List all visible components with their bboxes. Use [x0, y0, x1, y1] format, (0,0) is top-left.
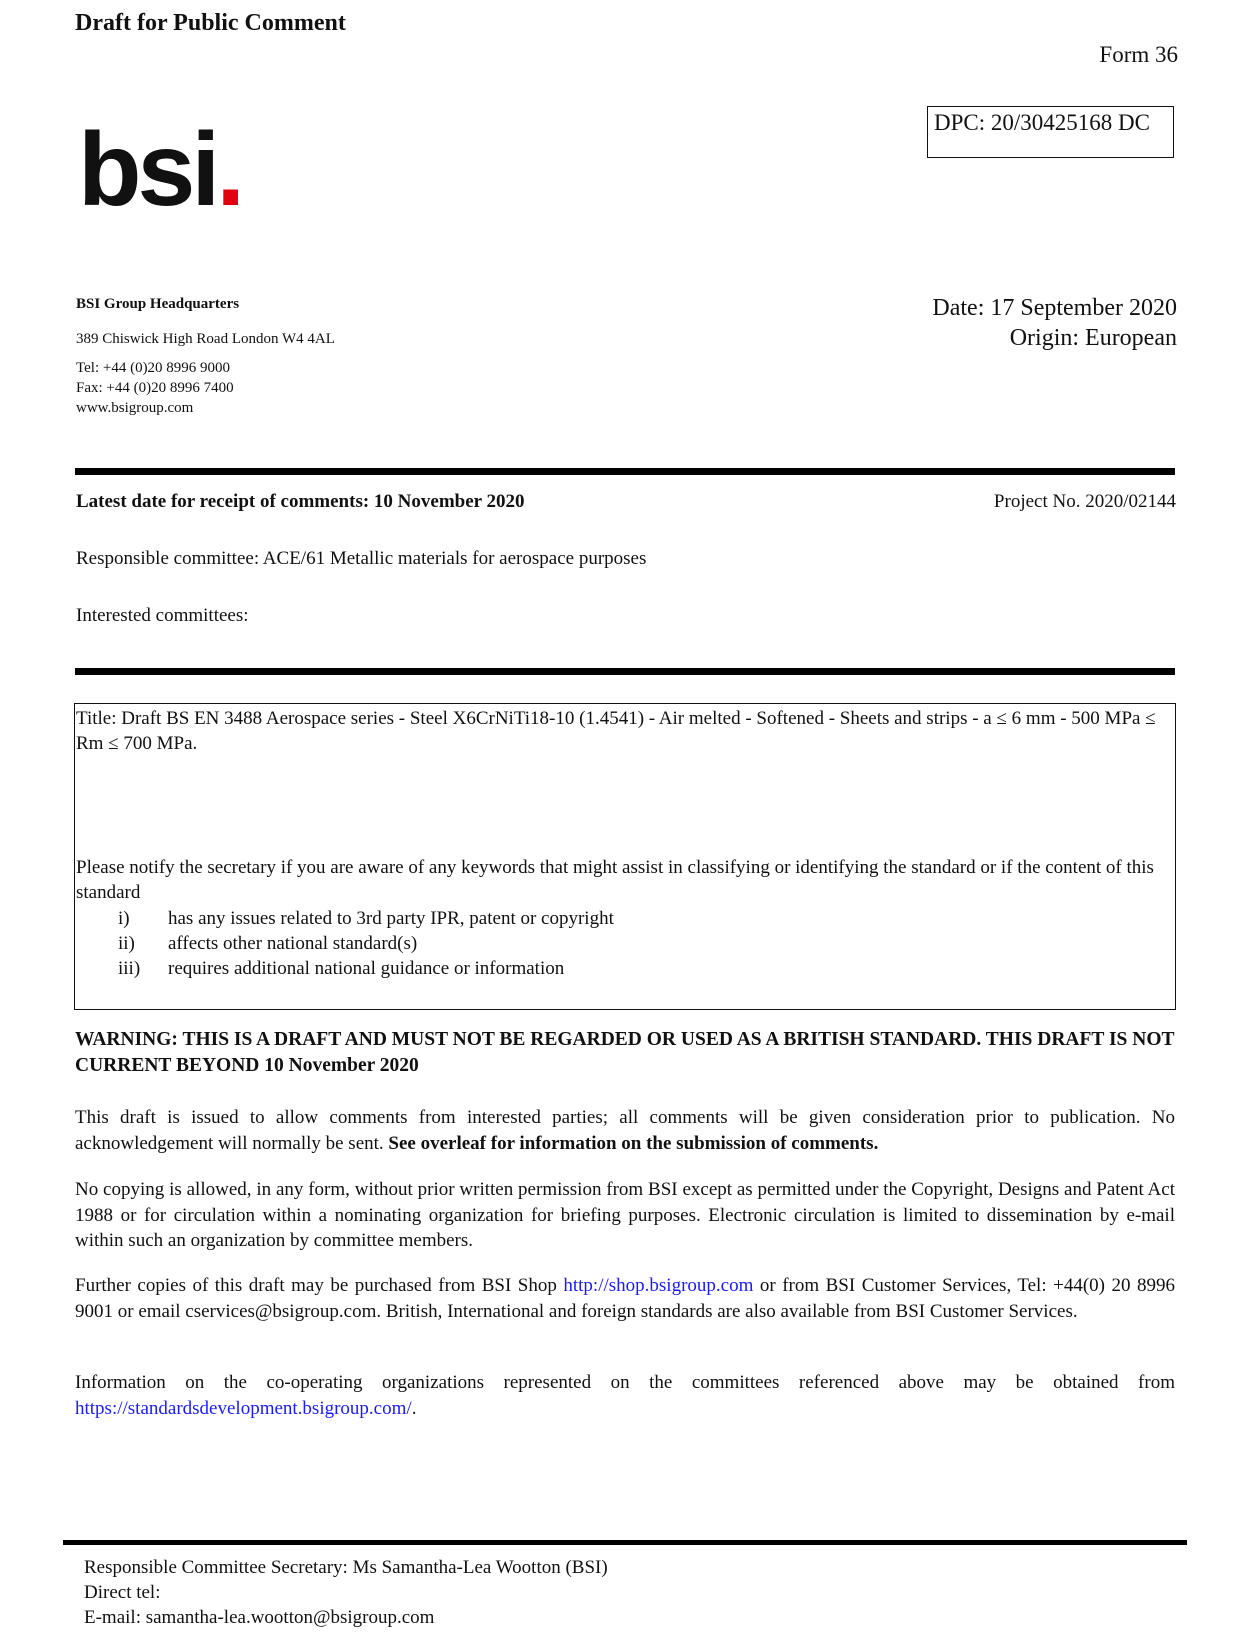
hq-address: 389 Chiswick High Road London W4 4AL — [76, 331, 335, 347]
hq-fax: Fax: +44 (0)20 8996 7400 — [76, 380, 234, 396]
draft-warning: WARNING: THIS IS A DRAFT AND MUST NOT BE REGARDED OR USED AS A BRITISH STANDARD. THIS DRAFT IS NOT CURRENT BEYOND 10 November 2020 — [75, 1029, 1175, 1076]
responsible-committee: Responsible committee: ACE/61 Metallic materials for aerospace purposes — [76, 548, 647, 569]
committee-secretary: Responsible Committee Secretary: Ms Samantha-Lea Wootton (BSI) — [84, 1557, 608, 1578]
draft-label: Draft for Public Comment — [75, 10, 346, 36]
hq-tel: Tel: +44 (0)20 8996 9000 — [76, 360, 231, 376]
document-date: Date: 17 September 2020 — [932, 295, 1177, 321]
list-item-text: has any issues related to 3rd party IPR, patent or copyright — [168, 908, 614, 929]
standards-development-link[interactable]: https://standardsdevelopment.bsigroup.com/ — [75, 1397, 412, 1419]
paragraph-organizations-end: . — [411, 1397, 417, 1419]
title-box — [74, 703, 1176, 1010]
bsi-logo — [78, 112, 242, 228]
footer-divider — [63, 1540, 1187, 1545]
secretary-email: E-mail: samantha-lea.wootton@bsigroup.com — [84, 1607, 435, 1628]
dpc-reference-box: DPC: 20/30425168 DC — [927, 106, 1174, 158]
document-origin: Origin: European — [1009, 325, 1177, 351]
direct-tel: Direct tel: — [84, 1582, 161, 1603]
logo-text: bsi — [78, 112, 217, 228]
hq-name: BSI Group Headquarters — [76, 296, 240, 312]
paragraph-copies-text-b: or from BSI Customer Services, Tel: +44(0) 20 8996 9001 or email cservices@bsigroup.com. British, International and foreign standards are also available from BSI Customer Services. — [75, 1275, 1175, 1322]
paragraph-comments — [75, 1105, 1175, 1156]
list-item-text: affects other national standard(s) — [168, 933, 418, 954]
list-item-number: ii) — [118, 933, 135, 954]
paragraph-comments-text: This draft is issued to allow comments from interested parties; all comments will be given consideration prior to publication. No acknowledgement will normally be sent. — [75, 1107, 1175, 1154]
paragraph-organizations-text: Information on the co-operating organizations represented on the committees referenced above may be obtained from — [75, 1372, 1175, 1393]
paragraph-copies-text-a: Further copies of this draft may be purchased from BSI Shop — [75, 1275, 564, 1296]
list-item-text: requires additional national guidance or information — [168, 958, 565, 979]
form-number: Form 36 — [1099, 42, 1178, 67]
draft-title: Title: Draft BS EN 3488 Aerospace series - Steel X6CrNiTi18-10 (1.4541) - Air melted - Softened - Sheets and strips - a ≤ 6 mm - 500 MPa ≤ Rm ≤ 700 MPa. — [76, 708, 1156, 754]
list-item-number: iii) — [118, 958, 141, 979]
logo-dot: . — [216, 112, 242, 228]
paragraph-organizations — [75, 1370, 1175, 1421]
keyword-notice: Please notify the secretary if you are aware of any keywords that might assist in classifying or identifying the standard or if the content of this standard — [76, 857, 1154, 903]
divider-top — [75, 468, 1175, 475]
paragraph-copying: No copying is allowed, in any form, without prior written permission from BSI except as permitted under the Copyright, Designs and Patent Act 1988 or for circulation within a nominating organization for briefing purposes. Electronic circulation is limited to dissemination by e-mail within such an organization by committee members. — [75, 1179, 1175, 1251]
paragraph-copies — [75, 1273, 1175, 1324]
latest-comment-date: Latest date for receipt of comments: 10 November 2020 — [76, 491, 525, 512]
shop-link[interactable]: http://shop.bsigroup.com — [563, 1275, 754, 1296]
interested-committees: Interested committees: — [76, 605, 249, 626]
hq-web: www.bsigroup.com — [76, 400, 194, 416]
list-item-number: i) — [118, 908, 130, 929]
paragraph-comments-bold: See overleaf for information on the submission of comments. — [388, 1132, 879, 1154]
divider-middle — [75, 668, 1175, 675]
project-number: Project No. 2020/02144 — [993, 491, 1176, 512]
